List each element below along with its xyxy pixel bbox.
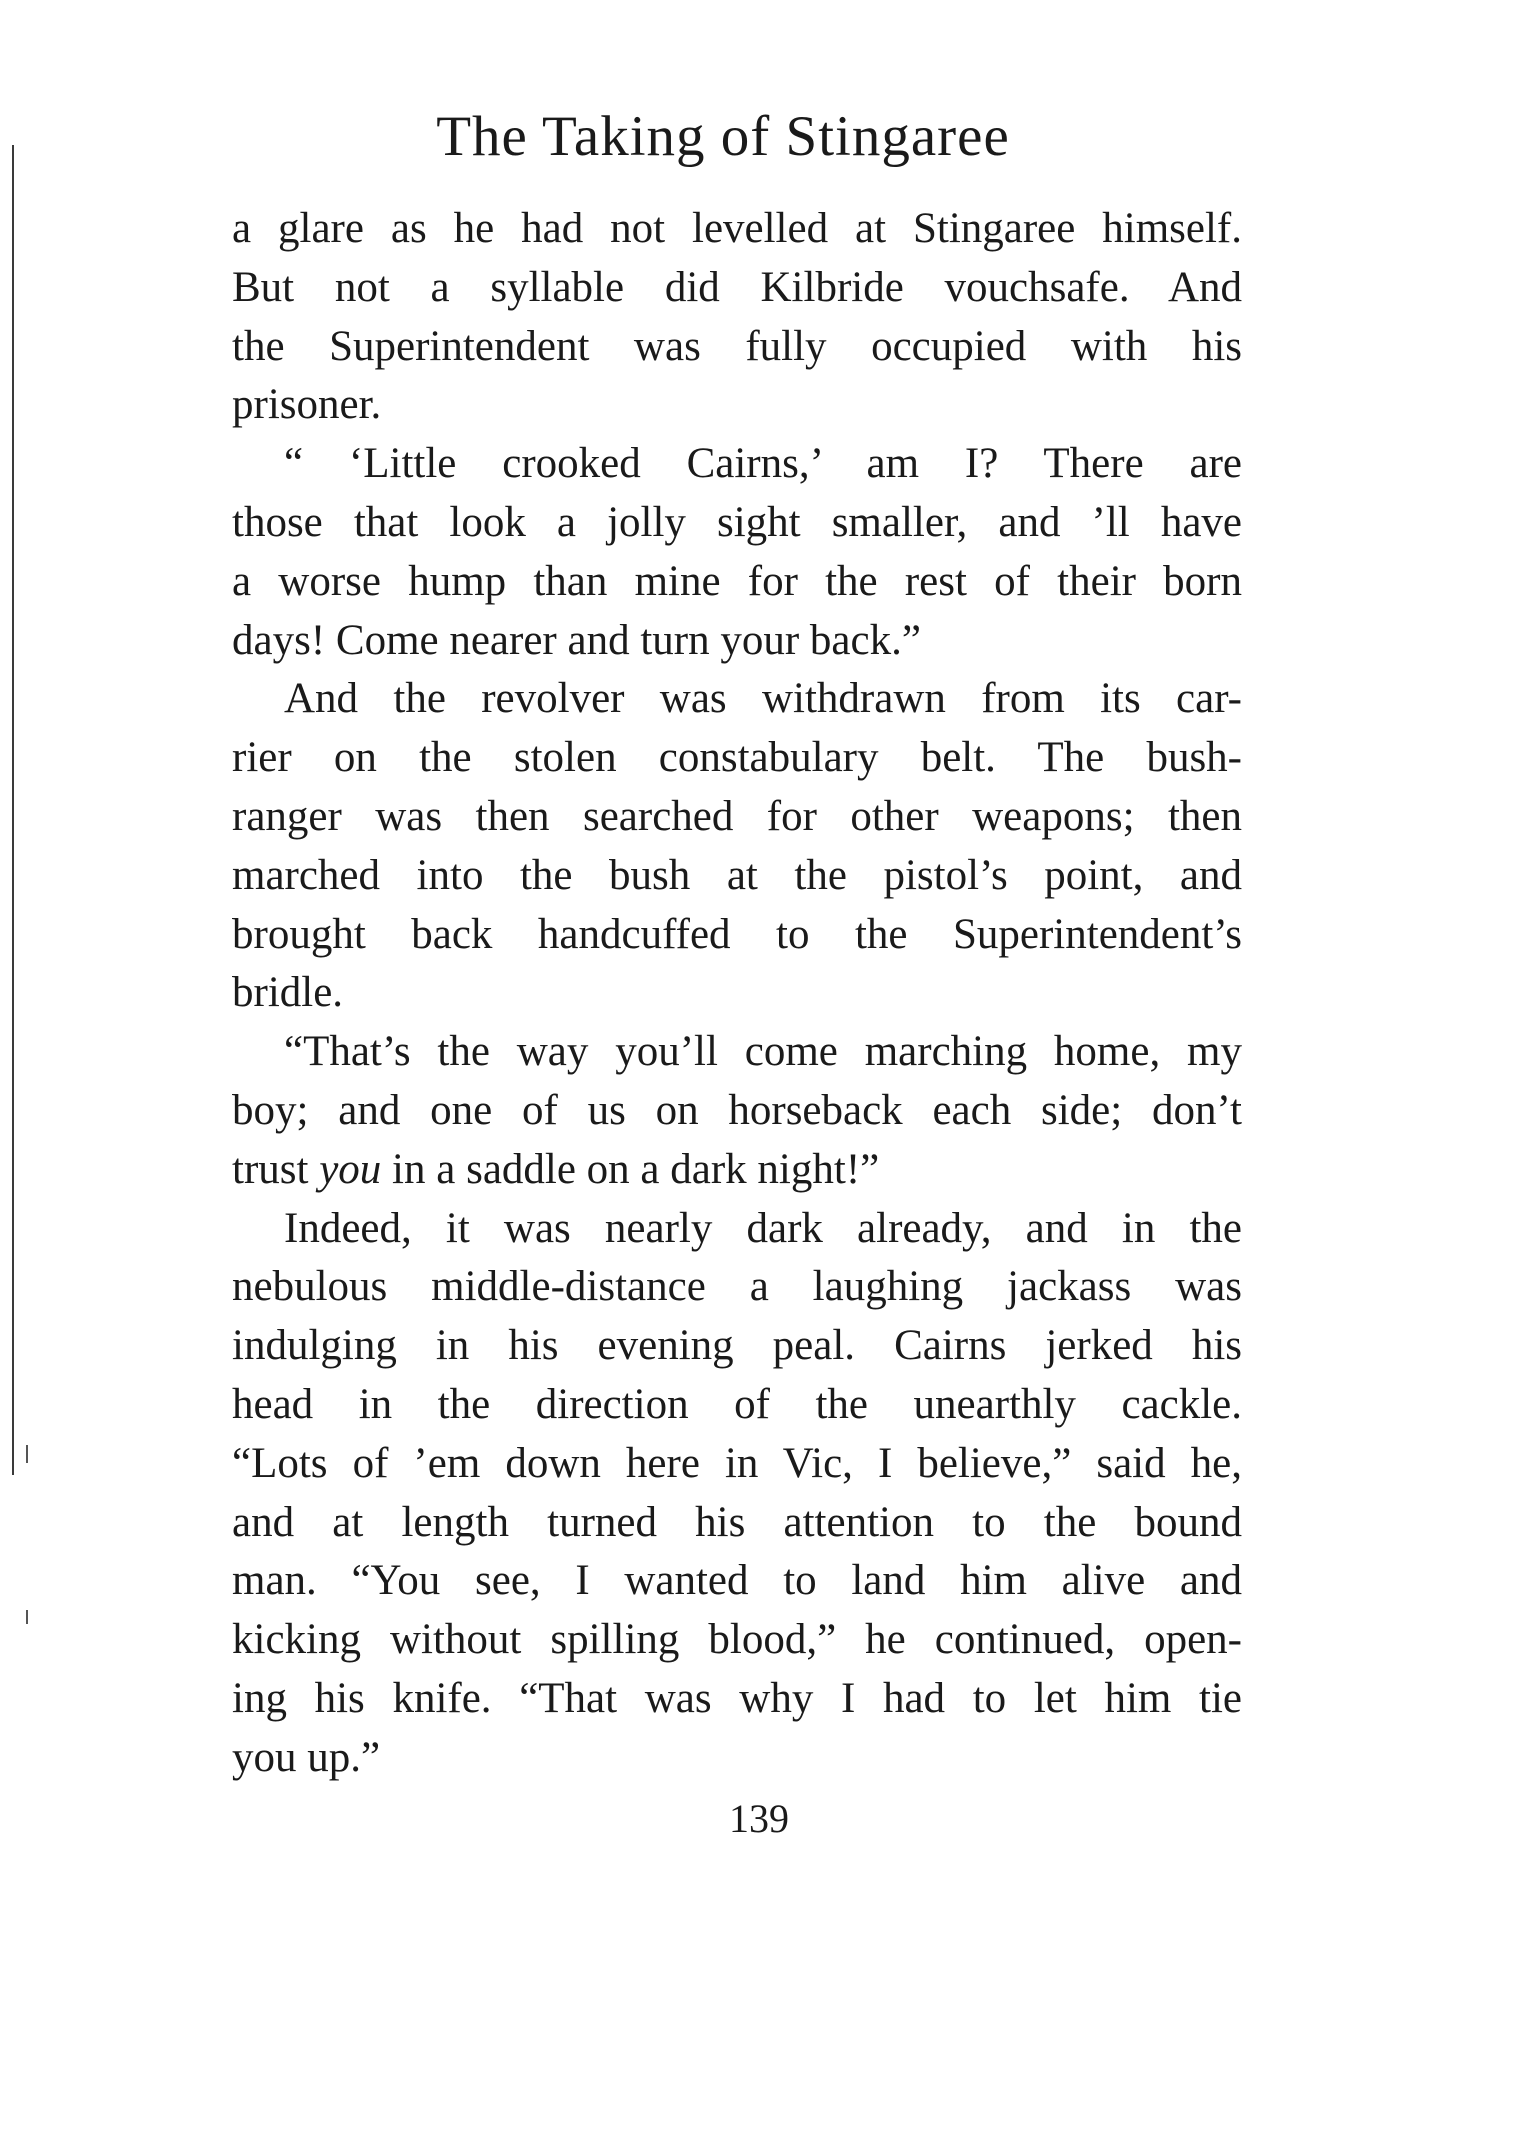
paragraph [232,1023,1242,1199]
paragraph [232,670,1242,1023]
paragraph [232,200,1242,435]
body-text [232,200,1242,1788]
text-line: But not a syllable did Kilbride vouchsafe. And [232,263,1242,311]
paragraph [232,435,1242,670]
text-line: trust you in a saddle on a dark night!” [232,1145,880,1193]
text-line: kicking without spilling blood,” he continued, open- [232,1616,1242,1664]
text-line: Indeed, it was nearly dark already, and in the [284,1204,1242,1252]
text-line: prisoner. [232,381,382,429]
text-line: boy; and one of us on horseback each side; don’t [232,1086,1242,1134]
text-line: And the revolver was withdrawn from its car- [284,675,1242,723]
paragraph [232,1200,1242,1788]
text-line: days! Come nearer and turn your back.” [232,616,921,664]
page-edge-mark [26,1445,28,1463]
text-line: you up.” [232,1733,381,1781]
text-line: a glare as he had not levelled at Stingaree himself. [232,205,1242,252]
page-edge-mark [26,1610,28,1624]
text-line: “Lots of ’em down here in Vic, I believe,” said he, [232,1439,1242,1487]
page-number: 139 [729,1796,789,1841]
text-line: the Superintendent was fully occupied with his [232,322,1242,370]
text-line: those that look a jolly sight smaller, and ’ll have [232,498,1242,546]
text-line: brought back handcuffed to the Superintendent’s [232,910,1242,958]
page-edge-line [12,145,14,1475]
text-line: and at length turned his attention to the bound [232,1498,1242,1546]
text-line: “That’s the way you’ll come marching home, my [284,1028,1242,1076]
text-line: nebulous middle-distance a laughing jackass was [232,1263,1242,1311]
text-line: ing his knife. “That was why I had to let him tie [232,1674,1242,1722]
text-line: “ ‘Little crooked Cairns,’ am I? There are [284,440,1242,488]
text-line: marched into the bush at the pistol’s point, and [232,851,1242,899]
text-line: man. “You see, I wanted to land him alive and [232,1557,1242,1605]
text-line: ranger was then searched for other weapons; then [232,792,1242,840]
text-line: head in the direction of the unearthly cackle. [232,1380,1242,1428]
running-head: The Taking of Stingaree [436,105,1010,168]
text-line: indulging in his evening peal. Cairns jerked his [232,1322,1242,1370]
text-line: a worse hump than mine for the rest of their born [232,557,1242,605]
text-line: bridle. [232,969,344,1017]
text-line: rier on the stolen constabulary belt. The bush- [232,734,1242,782]
